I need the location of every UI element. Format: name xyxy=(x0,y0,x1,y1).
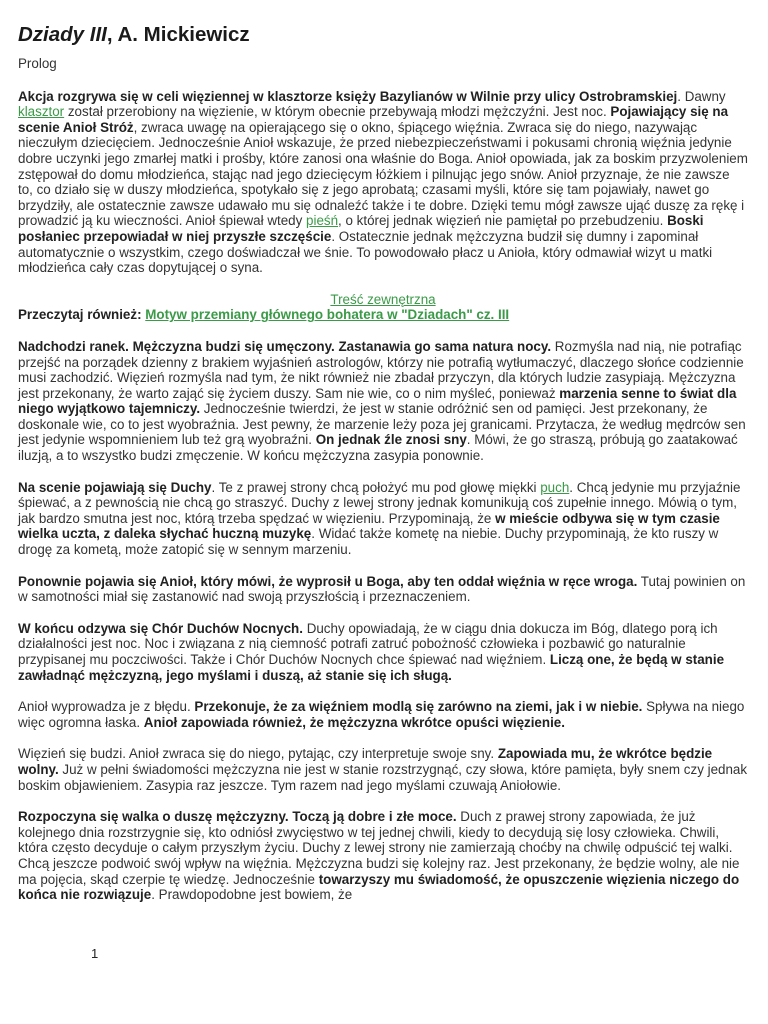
tresc-link-row xyxy=(18,292,748,308)
text-run: . Te z prawej strony chcą położyć mu pod głowę miękki xyxy=(211,479,541,495)
link-motyw-przemiany[interactable]: Motyw przemiany głównego bohatera w "Dziadach" cz. III xyxy=(145,307,510,323)
title-author: , A. Mickiewicz xyxy=(106,23,250,46)
bold-phrase: Przekonuje, że za więźniem modlą się zarówno na ziemi, jak i w niebie. xyxy=(194,699,643,715)
bold-phrase: Akcja rozgrywa się w celi więziennej w klasztorze księży Bazylianów w Wilnie przy ulicy Ostrobramskiej xyxy=(18,88,678,104)
text-run: . Prawdopodobne jest bowiem, że xyxy=(151,887,353,903)
bold-phrase: Ponownie pojawia się Anioł, który mówi, że wyprosił u Boga, aby ten oddał więźnia w ręce wroga. xyxy=(18,573,638,589)
bold-phrase: Boski posłaniec przepowiadał w niej przyszłe szczęście xyxy=(18,213,704,244)
read-also-label: Przeczytaj również: xyxy=(18,307,142,323)
bold-phrase: w mieście odbywa się w tym czasie wielka uczta, z daleka słychać huczną muzykę xyxy=(18,510,720,542)
text-run: . Mówi, że go straszą, próbują go zaatakować iluzją, a to wszystko budzi zmęczenie. W końcu mężczyzna zasypia ponownie. xyxy=(18,432,738,464)
paragraph-1 xyxy=(18,89,748,276)
bold-phrase: towarzyszy mu świadomość, że opuszczenie więzienia niczego do końca nie rozwiązuje xyxy=(18,871,740,903)
paragraph-5 xyxy=(18,621,748,683)
paragraph-7 xyxy=(18,746,748,793)
section-subtitle: Prolog xyxy=(18,56,57,71)
text-run: , o której jednak więzień nie pamiętał po przebudzeniu. xyxy=(338,213,668,229)
text-run: . Widać także kometę na niebie. Duchy przypominają, że kto ruszy w drogę za kometą, może zatopić się w sennym marzeniu. xyxy=(18,526,719,558)
bold-phrase: On jednak źle znosi sny xyxy=(315,432,467,448)
bold-phrase: Anioł zapowiada również, że mężczyzna wkrótce opuści więzienie. xyxy=(143,714,565,730)
text-run: . Chcą jedynie mu przyjaźnie śpiewać, a z pewnością nie chcą go straszyć. Duchy z lewej strony jednak komunikują coś zupełnie innego. Mówią o tym, jak bardzo smutna jest noc, którą trzeba spędzać w więzieniu. Przypominają, że xyxy=(18,479,741,526)
title-work: Dziady III xyxy=(18,23,107,46)
text-run: został przerobiony na więzienie, w którym obecnie przebywają młodzi mężczyźni. Jest noc. xyxy=(64,104,611,120)
bold-phrase: marzenia senne to świat dla niego wyjątkowo tajemniczy. xyxy=(18,385,737,417)
bold-phrase: Rozpoczyna się walka o duszę mężczyzny. Toczą ją dobre i złe moce. xyxy=(18,809,457,825)
link-piesn[interactable]: pieśń xyxy=(306,213,339,229)
paragraph-8 xyxy=(18,809,748,903)
text-run: Spływa na niego więc ogromna łaska. xyxy=(18,699,745,730)
read-also-row xyxy=(18,307,748,323)
text-run: Anioł wyprowadza je z błędu. xyxy=(18,699,195,715)
page-title xyxy=(18,22,748,48)
bold-phrase: Pojawiający się na scenie Anioł Stróż xyxy=(18,104,729,135)
page-number: 1 xyxy=(91,946,99,961)
text-run: . Dawny xyxy=(677,88,726,104)
link-tresc-zewnetrzna[interactable]: Treść zewnętrzna xyxy=(330,291,436,307)
text-run: Duch z prawej strony zapowiada, że już kolejnego dnia rozstrzygnie się, kto odniósł zwycięstwo w tej jednej chwili, kiedy to decydują się losy człowieka. Chwili, która często decyduje o całym przyszłym życiu. Duchy z lewej strony nie zamierzają choćby na chwilę odpuścić tej walki. Chcą jeszcze podwoić swój wpływ na więźnia. Mężczyzna budzi się kolejny raz. Jest przekonany, że będzie wolny, ale nie ma pojęcia, skąd czerpie tę wiedzę. Jednocześnie xyxy=(18,809,740,887)
paragraph-6 xyxy=(18,699,748,730)
bold-phrase: Nadchodzi ranek. Mężczyzna budzi się umęczony. Zastanawia go sama natura nocy. xyxy=(18,338,552,354)
text-run: Jednocześnie twierdzi, że jest w stanie odróżnić sen od pamięci. Jest przekonany, że doskonale wie, co to jest wyobraźnia. Jest pewny, że marzenie leży poza jej granicami. Przytacza, że według mędrców sen jest jedynie wspomnieniem lub też grą wyobraźni. xyxy=(18,401,746,448)
text-run: , zwraca uwagę na opierającego się o okno, śpiącego więźnia. Zwraca się do niego, nazywając nieczułym dziecięciem. Jednocześnie Anioł wskazuje, że przed niebezpieczeństwami i pokusami chronią więźnia jedynie dobre uczynki jego zmarłej matki i prośby, które zanosi ona właśnie do Boga. Anioł opowiada, jak za boskim przyzwoleniem zstępował do domu młodzieńca, stając nad jego dziecięcym łóżkiem i pilnując jego snów. Anioł przyznaje, że nie zawsze to, co działo się w duszy młodzieńca, spotykało się z jego aprobatą; czasami myśli, które się tam pojawiały, nawet go brzydziły, ale ostatecznie zawsze udawało mu się odnaleźć także i te dobre. Dzięki temu mógł zawsze ująć duszę za rękę i prowadzić ją ku wieczności. Anioł śpiewał wtedy xyxy=(18,119,748,229)
text-run: Więzień się budzi. Anioł zwraca się do niego, pytając, czy interpretuje swoje sny. xyxy=(18,746,498,762)
text-run: Duchy opowiadają, że w ciągu dnia dokucza im Bóg, dlatego porą ich działalności jest noc. Noc i związana z nią ciemność potrafi zatruć pobożność człowieka i pozbawić go naturalnie przypisanej mu poczciwości. Także i Chór Duchów Nocnych chce śpiewać nad więźniem. xyxy=(18,620,718,667)
paragraph-3 xyxy=(18,480,748,558)
bold-phrase: W końcu odzywa się Chór Duchów Nocnych. xyxy=(18,620,303,636)
text-run: Tutaj powinien on w samotności miał się zastanowić nad swoją przyszłością i przeznaczeniem. xyxy=(18,573,746,605)
paragraph-4 xyxy=(18,574,748,605)
text-run: Już w pełni świadomości mężczyzna nie jest w stanie rozstrzygnąć, czy słowa, które pamięta, były snem czy jednak boskim objawieniem. Zasypia raz jeszcze. Tym razem nad jego myślami czuwają Aniołowie. xyxy=(18,761,748,793)
bold-phrase: Na scenie pojawiają się Duchy xyxy=(18,479,212,495)
bold-phrase: Liczą one, że będą w stanie zawładnąć mężczyzną, jego myślami i duszą, aż stanie się ich sługą. xyxy=(18,652,725,683)
bold-phrase: Zapowiada mu, że wkrótce będzie wolny. xyxy=(18,746,713,777)
text-run: . Ostatecznie jednak mężczyzna budził się dumny i zapominał automatycznie o wszystkim, czego doświadczał we śnie. To powodowało płacz u Anioła, który odmawiał wizyt u matki młodzieńca cały czas dopytującej o syna. xyxy=(18,228,713,276)
document-page xyxy=(18,22,748,919)
paragraph-2 xyxy=(18,339,748,464)
text-run: Rozmyśla nad nią, nie potrafiąc przejść na porządek dzienny z brakiem wyjaśnień astrologów, którzy nie potrafią wytłumaczyć, dlaczego słońce codziennie musi zachodzić. Więzień rozmyśla nad tym, że nikt również nie zbadał przyczyn, dla których ludzie zasypiają. Mężczyzna jest przekonany, że warto zająć się życiem duszy. Sam nie wie, co o nim myśleć, ponieważ xyxy=(18,338,744,401)
link-klasztor[interactable]: klasztor xyxy=(18,104,65,120)
link-puch[interactable]: puch xyxy=(540,479,570,495)
